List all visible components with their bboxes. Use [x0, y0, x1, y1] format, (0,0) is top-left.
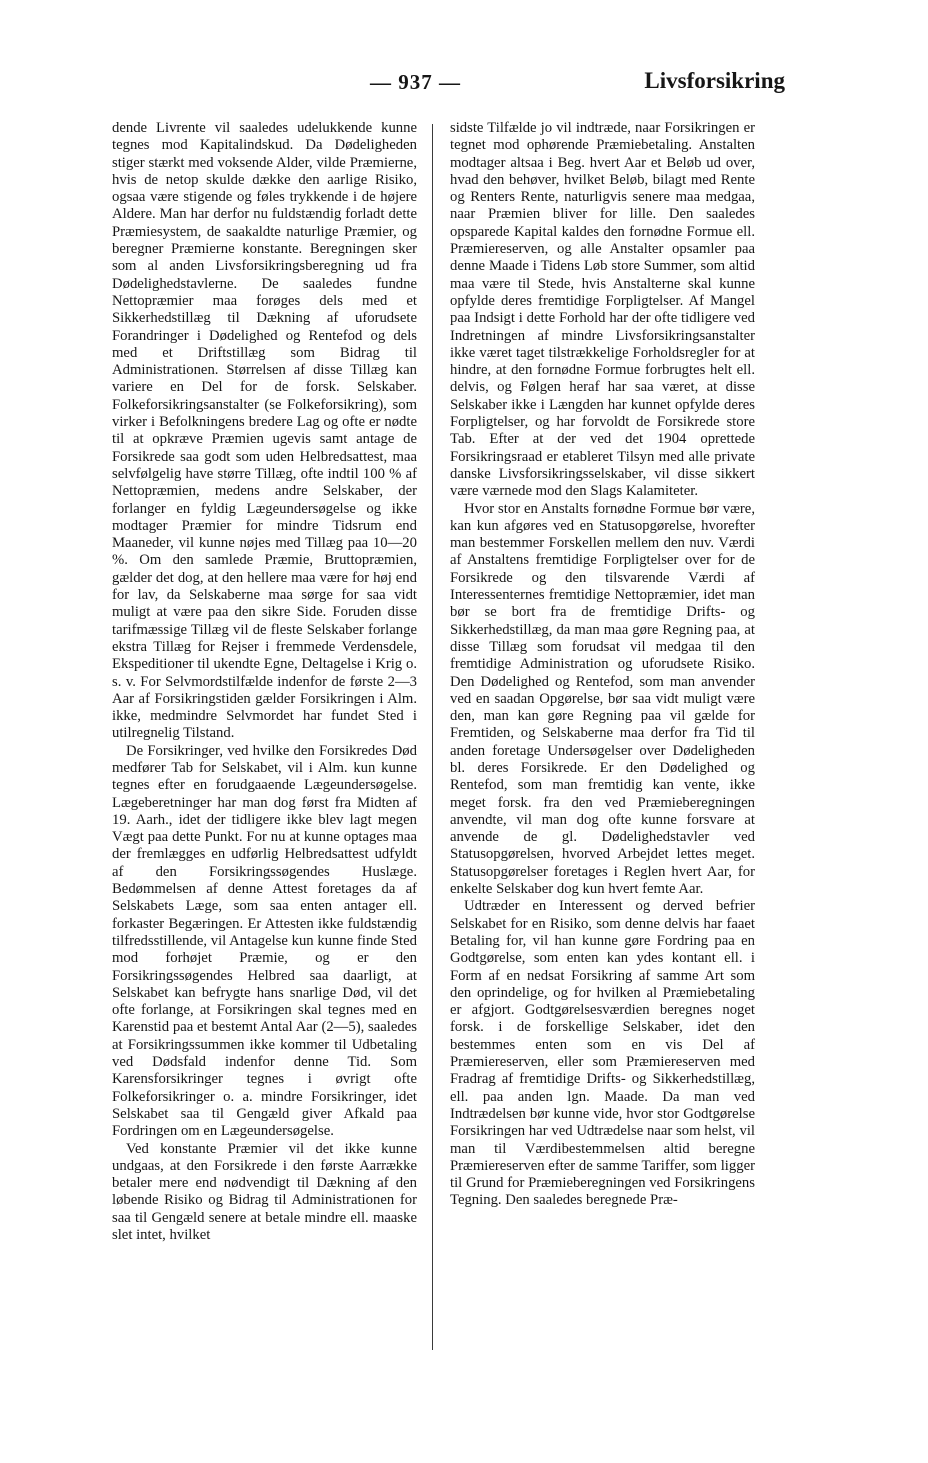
page-number: — 937 —	[370, 70, 461, 94]
paragraph: Hvor stor en Anstalts fornødne Formue bør være, kan kun afgøres ved en Statusopgørelse, hvorefter man bestemmer Forskellen mellem den nuv. Værdi af Anstaltens fremtidige Forpligtelser over for de Forsikrede og den tilsvarende Værdi af Interessenternes fremtidige Nettopræmier, idet man bør se bort fra de fremtidige Drifts- og Sikkerhedstillæg, da man maa gøre Regning paa, at disse Tillæg som forudsat vil medgaa til den fremtidige Administration og uforudsete Risiko. Den Dødelighed og Rentefod, som man anvender ved en saadan Opgørelse, bør saa vidt muligt være den, man kan gøre Regning paa vil gælde for Fremtiden, og Selskaberne maa derfor fra Tid til anden foretage Undersøgelser over Dødeligheden bl. deres Forsikrede. Er den Dødelighed og Rentefod, som man fremtidig kan vente, ikke meget forsk. fra den ved Præmieberegningen anvendte, vil man dog ofte kunne forsvare at anvende de gl. Dødelighedstavler ved Statusopgørelsen, hvorved Arbejdet lettes meget. Statusopgørelser foretages i Reglen hvert Aar, for enkelte Selskaber dog kun hvert femte Aar.	[450, 500, 755, 898]
running-head: Livsforsikring	[644, 68, 785, 93]
paragraph: Ved konstante Præmier vil det ikke kunne undgaas, at den Forsikrede i den første Aarrække betaler mere end nødvendigt til Dækning af den løbende Risiko og Bidrag til Administrationen for saa til Gengæld senere at betale mindre ell. maaske slet intet, hvilket	[112, 1140, 417, 1243]
column-divider	[432, 124, 433, 1350]
right-column	[450, 120, 755, 1210]
left-column	[112, 120, 417, 1244]
paragraph: dende Livrente vil saaledes udelukkende kunne tegnes mod Kapitalindskud. Da Dødeligheden stiger stærkt med voksende Alder, vilde Præmierne, hvis de netop skulde dække den aarlige Risiko, ogsaa være stigende og føles trykkende i de højere Aldere. Man har derfor nu fuldstændig forladt dette Præmiesystem, de saakaldte naturlige Præmier, og beregner Præmierne konstante. Beregningen sker som al anden Livsforsikringsberegning ud fra Dødelighedstavlerne. De saaledes fundne Nettopræmier maa forøges dels med et Sikkerhedstillæg til Dækning af uforudsete Forandringer i Dødelighed og Rentefod og dels med et Driftstillæg som Bidrag til Administrationen. Størrelsen af disse Tillæg kan variere en Del for de forsk. Selskaber. Folkeforsikringsanstalter (se Folkeforsikring), som virker i Befolkningens bredere Lag og ofte er nødte til at opkræve Præmien ugevis samt antage de Forsikrede saa godt som uden Helbredsattest, maa selvfølgelig have større Tillæg, ofte indtil 100 % af Nettopræmien, medens andre Selskaber, der forlanger en fyldig Lægeundersøgelse og ikke modtager Præmier for mindre Tidsrum end Maaneder, vil kunne nøjes med Tillæg paa 10—20 %. Om den samlede Præmie, Bruttopræmien, gælder det dog, at den hellere maa være for høj end for lav, da Selskaberne maa sørge for saa vidt muligt at være paa den sikre Side. Foruden disse tarifmæssige Tillæg vil de fleste Selskaber forlange ekstra Tillæg for Rejser i fremmede Verdensdele, Ekspeditioner til ukendte Egne, Deltagelse i Krig o. s. v. For Selvmordstilfælde indenfor de første 2—3 Aar af Forsikringstiden gælder Forsikringen i Alm. ikke, medmindre Selvmordet har fundet Sted i utilregnelig Tilstand.	[112, 120, 417, 742]
paragraph: sidste Tilfælde jo vil indtræde, naar Forsikringen er tegnet mod ophørende Præmiebetaling. Anstalten modtager altsaa i Beg. hvert Aar et Beløb ud over, hvad den behøver, hvilket Beløb, bilagt med Rente og Renters Rente, naturligvis senere maa medgaa, naar Præmien bliver for lille. Den saaledes opsparede Kapital kaldes den fornødne Formue ell. Præmiereserven, og alle Anstalter opsamler paa denne Maade i Tidens Løb store Summer, som altid maa være til Stede, hvis Anstalterne skal kunne opfylde deres fremtidige Forpligtelser. Af Mangel paa Indsigt i dette Forhold har der ofte tidligere ved Indretningen af mindre Livsforsikringsanstalter ikke været taget tilstrækkelige Forholdsregler for at hindre, at den fornødne Formue forbrugtes helt ell. delvis, og Følgen heraf har saa været, at disse Selskaber ikke i Længden har kunnet opfylde deres Forpligtelser, og har forvoldt de Forsikrede store Tab. Efter at der ved det 1904 oprettede Forsikringsraad er etableret Tilsyn med alle private danske Livsforsikringsselskaber, vil disse sikkert være værnede mod den Slags Kalamiteter.	[450, 120, 755, 500]
paragraph: Udtræder en Interessent og derved befrier Selskabet for en Risiko, som denne delvis har faaet Betaling for, vil han kunne gøre Fordring paa en Godtgørelse, som enten kan ydes kontant ell. i Form af en nedsat Forsikring af samme Art som den oprindelige, og for hvilken al Præmiebetaling er afgjort. Godtgørelsesværdien beregnes noget forsk. i de forskellige Selskaber, idet den bestemmes enten som en vis Del af Præmiereserven, eller som Præmiereserven med Fradrag af fremtidige Drifts- og Sikkerhedstillæg, ell. paa anden lgn. Maade. Da man ved Indtrædelsen bør kunne vide, hvor stor Godtgørelse Forsikringen har ved Udtrædelse naar som helst, vil man til Værdibestemmelsen altid beregne Præmiereserven efter de samme Tariffer, som ligger til Grund for Præmieberegningen ved Forsikringens Tegning. Den saaledes beregnede Præ-	[450, 898, 755, 1209]
paragraph: De Forsikringer, ved hvilke den Forsikredes Død medfører Tab for Selskabet, vil i Alm. kun kunne tegnes efter en forudgaaende Lægeundersøgelse. Lægeberetninger har man dog først fra Midten af 19. Aarh., idet der tidligere ikke blev lagt megen Vægt paa dette Punkt. For nu at kunne optages maa der fremlægges en udførlig Helbredsattest udfyldt af den Forsikringssøgendes Huslæge. Bedømmelsen af denne Attest foretages da af Selskabets Læge, som saa enten antager ell. forkaster Begæringen. Er Attesten ikke fuldstændig tilfredsstillende, vil Antagelse kun kunne finde Sted mod forhøjet Præmie, og er den Forsikringssøgendes Helbred saa daarligt, at Selskabet kan befrygte hans snarlige Død, vil det ofte forlange, at Forsikringen skal tegnes med en Karenstid paa et bestemt Antal Aar (2—5), saaledes at Forsikringssummen ikke kommer til Udbetaling ved Dødsfald indenfor denne Tid. Som Karensforsikringer tegnes i øvrigt ofte Folkeforsikringer o. a. mindre Forsikringer, idet Selskabet saa til Gengæld giver Afkald paa Fordringen om en Lægeundersøgelse.	[112, 742, 417, 1140]
